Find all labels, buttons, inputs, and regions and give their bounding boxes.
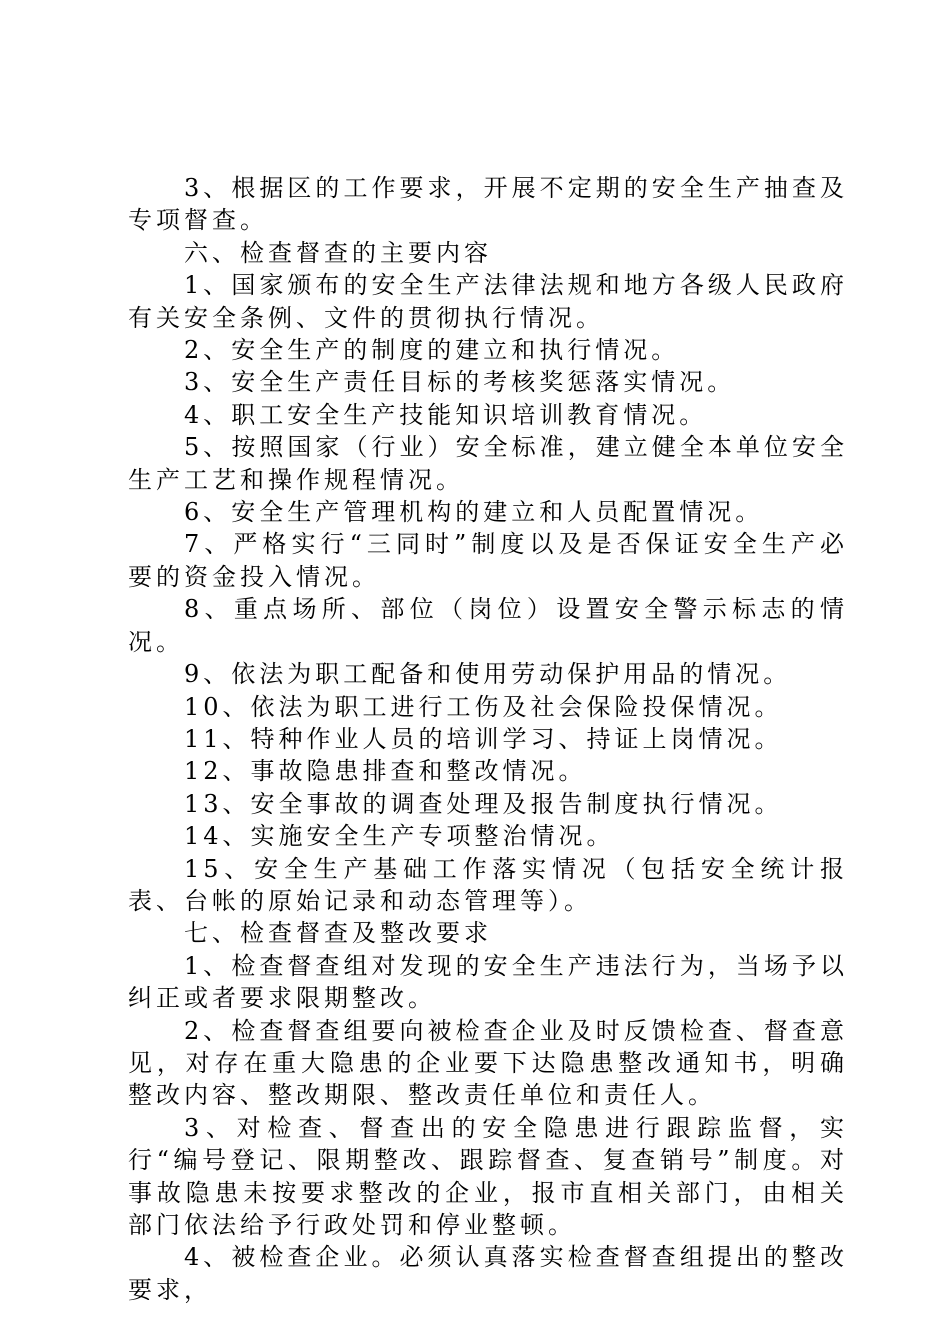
document-body <box>128 172 848 1306</box>
paragraph-item-7-three-simultaneous: 7、严格实行“三同时”制度以及是否保证安全生产必要的资金投入情况。 <box>128 530 848 591</box>
paragraph-item-4-training: 4、职工安全生产技能知识培训教育情况。 <box>184 400 708 429</box>
paragraph-item-3-surprise-inspection: 3、根据区的工作要求，开展不定期的安全生产抽查及专项督查。 <box>128 174 848 235</box>
paragraph-item-12-hazards: 12、事故隐患排查和整改情况。 <box>184 757 587 786</box>
paragraph-item-15-basic-work: 15、安全生产基础工作落实情况（包括安全统计报表、台帐的原始记录和动态管理等）。 <box>128 854 848 915</box>
paragraph-item-1-laws: 1、国家颁布的安全生产法律法规和地方各级人民政府有关安全条例、文件的贯彻执行情况。 <box>128 271 848 332</box>
section-heading-7-rectification: 七、检查督查及整改要求 <box>184 919 492 948</box>
paragraph-req-3-tracking: 3、对检查、督查出的安全隐患进行跟踪监督，实行“编号登记、限期整改、跟踪督查、复查销号”制度。对事故隐患未按要求整改的企业，报市直相关部门，由相关部门依法给予行政处罚和停业整顿。 <box>128 1113 848 1239</box>
paragraph-item-14-special-rectification: 14、实施安全生产专项整治情况。 <box>184 822 615 851</box>
paragraph-item-13-accidents: 13、安全事故的调查处理及报告制度执行情况。 <box>184 789 783 818</box>
paragraph-item-11-special-workers: 11、特种作业人员的培训学习、持证上岗情况。 <box>184 724 783 753</box>
paragraph-item-5-standards: 5、按照国家（行业）安全标准，建立健全本单位安全生产工艺和操作规程情况。 <box>128 433 848 494</box>
paragraph-req-1-correction: 1、检查督查组对发现的安全生产违法行为，当场予以纠正或者要求限期整改。 <box>128 951 848 1013</box>
section-heading-6-main-content: 六、检查督查的主要内容 <box>184 238 492 267</box>
paragraph-req-4-implementation: 4、被检查企业。必须认真落实检查督查组提出的整改要求， <box>128 1243 848 1304</box>
paragraph-item-3-responsibility: 3、安全生产责任目标的考核奖惩落实情况。 <box>184 368 736 397</box>
paragraph-item-9-protective-gear: 9、依法为职工配备和使用劳动保护用品的情况。 <box>184 660 792 689</box>
paragraph-item-2-systems: 2、安全生产的制度的建立和执行情况。 <box>184 336 680 365</box>
paragraph-item-8-warning-signs: 8、重点场所、部位（岗位）设置安全警示标志的情况。 <box>128 595 848 656</box>
paragraph-item-10-insurance: 10、依法为职工进行工伤及社会保险投保情况。 <box>184 692 783 721</box>
paragraph-req-2-feedback: 2、检查督查组要向被检查企业及时反馈检查、督查意见，对存在重大隐患的企业要下达隐患整改通知书，明确整改内容、整改期限、整改责任单位和责任人。 <box>128 1016 848 1110</box>
paragraph-item-6-organization: 6、安全生产管理机构的建立和人员配置情况。 <box>184 498 764 527</box>
